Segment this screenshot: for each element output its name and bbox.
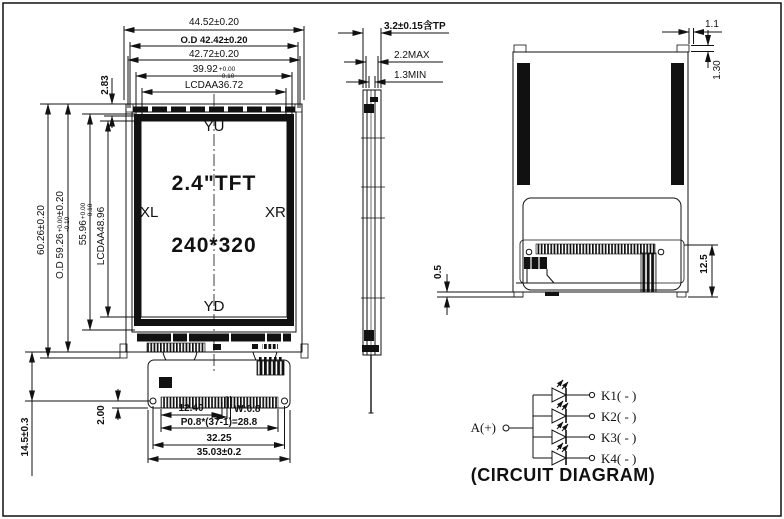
screen-resolution-label: 240*320: [171, 234, 257, 257]
dim-overall-height: 60.26±0.20: [36, 205, 47, 255]
cathode-label-k3: K3( - ): [601, 430, 637, 445]
dim-va-width: 39.92 +0.00 -0.10: [192, 64, 236, 80]
led-symbol: [552, 451, 566, 465]
fpc-hole-left: [150, 398, 156, 404]
fpc-component: [159, 377, 172, 388]
back-hole-right: [658, 249, 664, 255]
electrode-label-xl: XL: [140, 204, 159, 221]
back-view-drawing: [437, 28, 722, 315]
side-view-drawing: [338, 28, 449, 413]
fpc-hole-right: [282, 398, 288, 404]
dim-va-height: 55.96 +0.00 -0.10: [78, 202, 94, 246]
dim-bottom-height: 12.5: [699, 254, 710, 274]
back-tab-left: [514, 45, 526, 52]
dim-top-border: 2.83: [100, 75, 111, 95]
back-outline: [513, 52, 688, 292]
electrode-label-yd: YD: [203, 298, 225, 315]
dim-thickness-total: 3.2±0.15含TP: [384, 21, 446, 32]
back-gold-fingers: [536, 244, 655, 254]
cathode-label-k1: K1( - ): [601, 388, 637, 403]
dim-od-width: O.D 42.42±0.20: [180, 35, 248, 46]
dim-tab-width: 1.1: [705, 19, 719, 30]
dim-od-height: O.D 59.26 +0.00 -0.10 ±0.20: [55, 191, 71, 279]
dim-thickness-min: 1.3MIN: [394, 70, 427, 81]
back-connector-block: [641, 253, 656, 292]
page-border: [3, 3, 781, 516]
dim-tail-length: 14.5±0.3: [20, 417, 31, 457]
dim-lcd-aa-width: LCDAA36.72: [184, 80, 244, 91]
back-tab-right: [677, 45, 689, 52]
dim-pin-pitch: P0.8*(37-1)=28.8: [180, 417, 258, 428]
dim-tail-offset: 2.00: [96, 405, 107, 425]
led-symbol: [552, 409, 566, 423]
adhesive-tape-left: [517, 63, 530, 185]
side-profile: [363, 90, 381, 355]
cathode-terminal: [589, 392, 594, 397]
cathode-terminal: [589, 455, 594, 460]
adhesive-tape-right: [671, 63, 684, 185]
dim-overall-width: 44.52±0.20: [189, 17, 239, 28]
electrode-label-xr: XR: [265, 204, 286, 221]
back-component: [524, 257, 547, 269]
led-symbol: [552, 430, 566, 444]
back-hole-left: [526, 249, 532, 255]
dim-span-outer: 35.03±0.2: [196, 447, 242, 458]
dim-thickness-max: 2.2MAX: [394, 50, 430, 61]
circuit-diagram-caption: (CIRCUIT DIAGRAM): [470, 465, 656, 485]
anode-terminal: [503, 425, 509, 431]
cathode-label-k2: K2( - ): [601, 409, 637, 424]
cathode-label-k4: K4( - ): [601, 451, 637, 466]
dim-fpc-gap: 0.5: [433, 265, 444, 279]
electrode-label-yu: YU: [203, 118, 225, 135]
circuit-diagram-drawing: [503, 380, 595, 465]
cathode-terminal: [589, 413, 594, 418]
anode-label: A(+): [470, 420, 496, 435]
dim-tab-height: 1.30: [712, 60, 723, 80]
led-symbol: [552, 388, 566, 402]
dim-finger-width: W:0.8: [234, 404, 261, 415]
screen-size-label: 2.4"TFT: [171, 172, 257, 195]
dim-glass-width: 42.72±0.20: [189, 49, 239, 60]
dim-lcd-aa-height: LCDAA48.96: [96, 206, 107, 266]
fpc-connector-block: [257, 361, 284, 375]
dim-pin-span-left: 12.40: [178, 403, 204, 414]
cathode-terminal: [589, 434, 594, 439]
ic-pad-row: [147, 343, 205, 352]
dim-span-inner: 32.25: [206, 433, 232, 444]
